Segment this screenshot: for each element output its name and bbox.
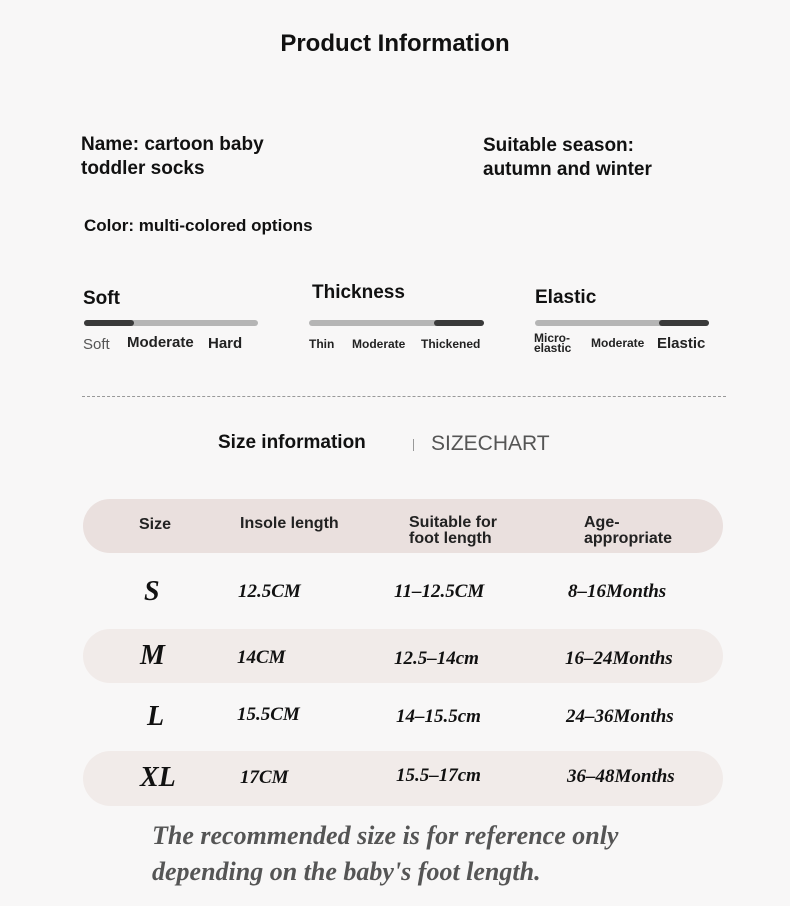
row-l-size: L [147,701,165,732]
suitable-season [483,134,652,182]
season-label: Suitable season: [483,135,634,156]
row-s-insole: 12.5CM [238,581,301,602]
row-m-age: 16–24Months [565,648,673,669]
row-s-foot: 11–12.5CM [394,581,485,602]
product-name [81,133,264,181]
size-section-title: Size information [218,432,366,453]
row-xl-age: 36–48Months [567,766,675,787]
header-foot-length-line2: foot length [409,530,492,547]
scale-soft-fill [84,320,134,326]
scale-elastic-bar [535,320,709,326]
header-insole-length: Insole length [240,515,339,532]
product-name-line2: toddler socks [81,158,205,179]
scale-thickness-label-mid: Moderate [352,337,406,351]
scale-thickness-fill [434,320,484,326]
row-xl-insole: 17CM [240,767,289,788]
header-age-line1: Age- [584,514,620,531]
title-separator [413,439,414,451]
row-l-foot: 14–15.5cm [396,706,481,727]
header-age [584,515,672,547]
scale-elastic-label-low-line2: elastic [534,341,572,355]
scale-soft-label-mid: Moderate [127,334,194,351]
scale-thickness-title: Thickness [312,282,405,303]
size-note-line1: The recommended size is for reference only [152,821,619,850]
scale-elastic-fill [659,320,709,326]
row-l-insole: 15.5CM [237,704,300,725]
product-name-line1: Name: cartoon baby [81,134,264,155]
scale-elastic-label-high: Elastic [657,335,706,352]
row-xl-foot: 15.5–17cm [396,765,481,786]
scale-thickness-label-high: Thickened [421,337,481,351]
header-foot-length-line1: Suitable for [409,514,498,531]
row-l-age: 24–36Months [566,706,674,727]
scale-elastic-title: Elastic [535,287,597,308]
scale-thickness-label-low: Thin [309,337,335,351]
size-note-line2: depending on the baby's foot length. [152,857,541,886]
scale-thickness-bar [309,320,484,326]
size-section-subtitle: SIZECHART [431,432,550,455]
header-size: Size [139,516,172,533]
season-value: autumn and winter [483,159,652,180]
header-foot-length [409,515,497,547]
row-m-size: M [140,640,165,671]
scale-soft-title: Soft [83,288,120,309]
row-m-foot: 12.5–14cm [394,648,479,669]
row-xl-size: XL [140,762,176,793]
dashed-divider [82,396,726,397]
scale-soft-bar [84,320,258,326]
page-title: Product Information [280,30,510,57]
scale-elastic-label-mid: Moderate [591,336,645,350]
scale-soft-label-high: Hard [208,335,243,352]
scale-soft-label-low: Soft [83,336,110,353]
row-m-insole: 14CM [237,647,286,668]
row-s-age: 8–16Months [568,581,667,602]
color-options: Color: multi-colored options [84,216,313,235]
row-s-size: S [144,576,160,607]
scale-elastic-label-low [534,333,571,353]
scale-elastic-label-low-line1: Micro- [534,331,570,345]
header-age-line2: appropriate [584,530,673,547]
